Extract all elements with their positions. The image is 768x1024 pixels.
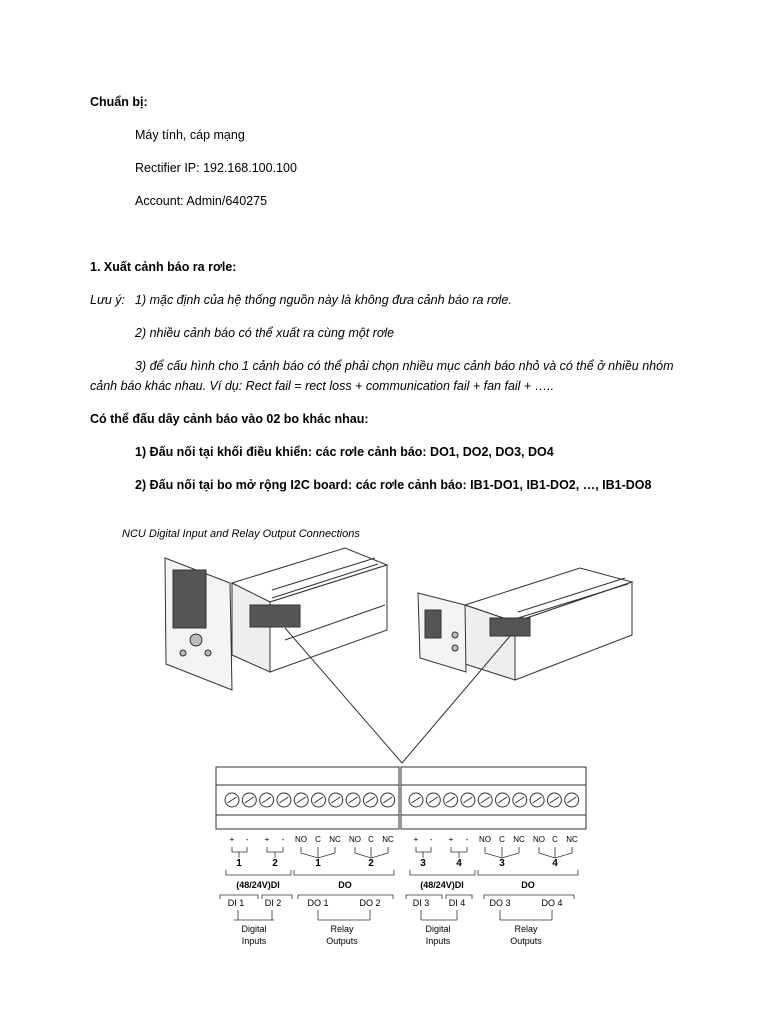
pin-nc: NC	[329, 835, 341, 844]
pointer-line-left	[285, 628, 402, 763]
di-label: DI 4	[448, 898, 466, 908]
ncu-connections-figure	[0, 515, 768, 1015]
note-2: 2) nhiều cảnh báo có thể xuất ra cùng một rơle	[135, 326, 395, 340]
do-group-label: DO	[338, 880, 352, 890]
wiring-option-2: 2) Đấu nối tại bo mở rộng I2C board: các rơle cảnh báo: IB1-DO1, IB1-DO2, …, IB1-DO8	[135, 478, 652, 492]
pin-plus: +	[264, 835, 270, 844]
right-brackets	[406, 847, 578, 899]
note-3-continued: cảnh báo khác nhau. Ví dụ: Rect fail = rect loss + communication fail + fan fail + …..	[90, 379, 555, 393]
section1-heading: 1. Xuất cảnh báo ra rơle:	[90, 260, 237, 274]
pin-no: NO	[295, 835, 307, 844]
pin-no: NO	[349, 835, 361, 844]
pin-minus: -	[465, 835, 469, 844]
figure-title: NCU Digital Input and Relay Output Connections	[122, 528, 360, 540]
di-group-label: (48/24V)DI	[236, 880, 280, 890]
outputs-connector	[318, 910, 370, 920]
do-label: DO 4	[541, 898, 563, 908]
note-label: Lưu ý:	[90, 293, 126, 307]
ncu-module-left	[165, 548, 387, 690]
do-number: 4	[552, 858, 558, 869]
pin-c: C	[315, 835, 321, 844]
pin-no: NO	[479, 835, 491, 844]
pin-minus: -	[281, 835, 285, 844]
do-label: DO 3	[489, 898, 511, 908]
pin-c: C	[552, 835, 558, 844]
inputs-connector	[421, 910, 457, 920]
prep-item-ip: Rectifier IP: 192.168.100.100	[135, 161, 297, 175]
inputs-caption: Inputs	[241, 936, 267, 946]
pin-plus: +	[448, 835, 454, 844]
note-1: 1) mặc định của hệ thống nguồn này là không đưa cảnh báo ra rơle.	[135, 293, 512, 307]
pin-c: C	[499, 835, 505, 844]
di-label: DI 2	[264, 898, 282, 908]
outputs-caption: Relay	[330, 924, 354, 934]
pin-nc: NC	[566, 835, 578, 844]
di-label: DI 3	[412, 898, 430, 908]
left-brackets	[220, 847, 394, 899]
do-group-label: DO	[521, 880, 535, 890]
do-number: 1	[315, 858, 321, 869]
inputs-caption: Digital	[241, 924, 267, 934]
inputs-connector	[234, 910, 274, 920]
wiring-option-1: 1) Đấu nối tại khối điều khiển: các rơle cảnh báo: DO1, DO2, DO3, DO4	[135, 445, 554, 459]
di-number: 2	[272, 858, 278, 869]
di-number: 1	[236, 858, 242, 869]
do-number: 2	[368, 858, 374, 869]
inputs-caption: Digital	[425, 924, 451, 934]
prep-heading: Chuẩn bị:	[90, 95, 148, 109]
di-number: 4	[456, 858, 462, 869]
ncu-module-right	[418, 568, 632, 680]
do-label: DO 1	[307, 898, 329, 908]
pin-no: NO	[533, 835, 545, 844]
wiring-heading: Có thể đấu dây cảnh báo vào 02 bo khác nhau:	[90, 412, 369, 426]
pin-nc: NC	[513, 835, 525, 844]
prep-item-computer: Máy tính, cáp mạng	[135, 128, 245, 142]
right-block-labels	[414, 835, 578, 844]
pin-plus: +	[229, 835, 235, 844]
outputs-caption: Outputs	[326, 936, 358, 946]
prep-item-account: Account: Admin/640275	[135, 194, 268, 208]
note-3: 3) để cấu hình cho 1 cảnh báo có thể phải chọn nhiều mục cảnh báo nhỏ và có thể ở nhiều nhóm	[135, 359, 674, 373]
pin-nc: NC	[382, 835, 394, 844]
outputs-connector	[500, 910, 552, 920]
pin-c: C	[368, 835, 374, 844]
pin-minus: -	[429, 835, 433, 844]
terminal-screws	[225, 793, 579, 807]
outputs-caption: Relay	[514, 924, 538, 934]
pin-plus: +	[413, 835, 419, 844]
outputs-caption: Outputs	[510, 936, 542, 946]
left-block-labels	[230, 835, 394, 844]
pin-minus: -	[245, 835, 249, 844]
inputs-caption: Inputs	[425, 936, 451, 946]
di-group-label: (48/24V)DI	[420, 880, 464, 890]
di-label: DI 1	[227, 898, 245, 908]
di-number: 3	[420, 858, 426, 869]
do-label: DO 2	[359, 898, 381, 908]
do-number: 3	[499, 858, 505, 869]
